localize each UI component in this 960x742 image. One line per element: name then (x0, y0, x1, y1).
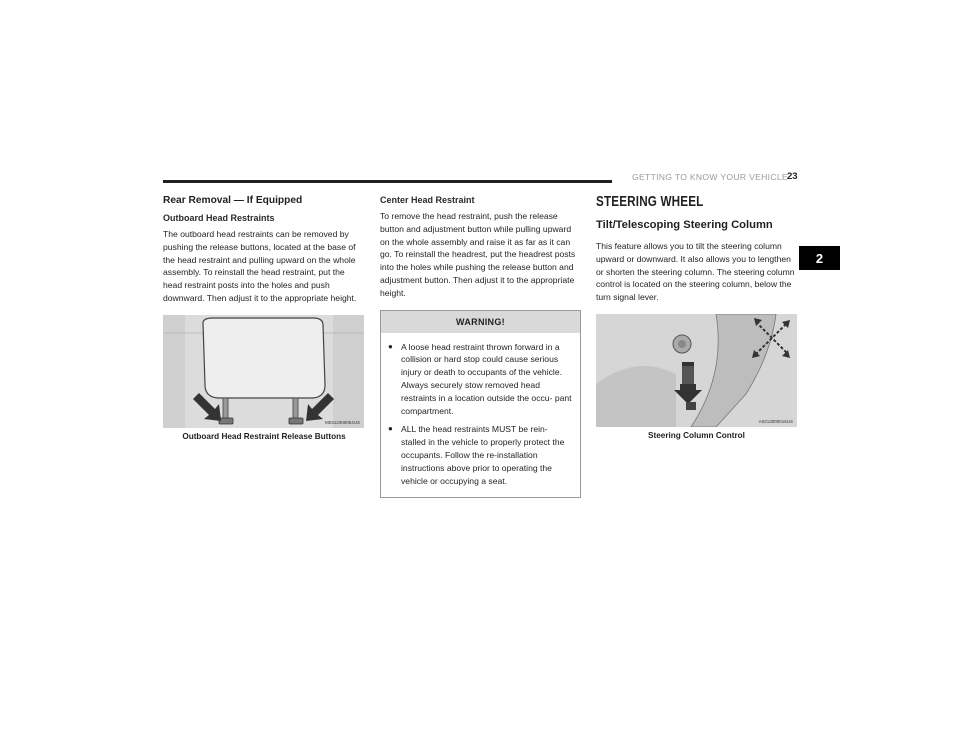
header-rule (163, 180, 612, 183)
head-restraint-illustration (163, 315, 364, 428)
figure-code: M0312000054US (324, 419, 360, 425)
column-3 (596, 193, 797, 440)
chapter-tab: 2 (799, 246, 840, 270)
warning-item-text: A loose head restraint thrown forward in a collision or hard stop could cause serious injury or death to occupants of the vehicle. Always securely stow removed head restraints in a location outside the occu- pant compartment. (401, 341, 572, 416)
steering-column-illustration (596, 314, 797, 427)
body-text-steering: This feature allows you to tilt the steering column upward or downward. It also allows you to lengthen or shorten the steering column. The steering column control is located on the steering column, below the turn signal lever. (596, 241, 795, 303)
figure-outboard-head-restraint (163, 315, 364, 428)
subheading-tilt-telescoping: Tilt/Telescoping Steering Column (596, 219, 773, 231)
subheading-outboard: Outboard Head Restraints (163, 213, 275, 223)
warning-item (387, 341, 574, 418)
figure-caption-outboard: Outboard Head Restraint Release Buttons (182, 431, 346, 441)
figure-code: A0213000016US (758, 418, 793, 424)
warning-item (387, 423, 574, 487)
warning-item-text: ALL the head restraints MUST be rein- stalled in the vehicle to properly protect the occupants. Follow the re-installation instructions above prior to operating the vehicle or occupying a seat. (401, 424, 565, 486)
page-number: 23 (787, 171, 798, 182)
section-heading-rear-removal: Rear Removal — If Equipped (163, 195, 303, 206)
running-header: GETTING TO KNOW YOUR VEHICLE (632, 172, 788, 182)
column-2 (380, 193, 581, 498)
subheading-center: Center Head Restraint (380, 195, 475, 205)
body-text-center: To remove the head restraint, push the release button and adjustment button while pulling upward on the whole assembly and raise it as far as it can go. To reinstall the headrest, put the headrest posts into the holes while pushing the release button and adjustment button. Then adjust it to the appropriate height. (380, 211, 576, 298)
warning-box (380, 310, 581, 499)
column-1 (163, 193, 365, 441)
bullet-icon: ● (388, 341, 393, 351)
body-text-outboard: The outboard head restraints can be removed by pushing the release buttons, located at the base of the head restraint and pulling upward on the whole assembly. To reinstall the head restraint, put the head restraint posts into the holes and push downward. Then adjust it to the appropriate height. (163, 229, 357, 303)
figure-caption-steering: Steering Column Control (648, 430, 745, 440)
figure-steering-column (596, 314, 797, 427)
warning-title: WARNING! (381, 311, 580, 333)
warning-list (381, 333, 580, 498)
bullet-icon: ● (388, 424, 393, 434)
section-heading-steering-wheel: STEERING WHEEL (596, 193, 704, 210)
